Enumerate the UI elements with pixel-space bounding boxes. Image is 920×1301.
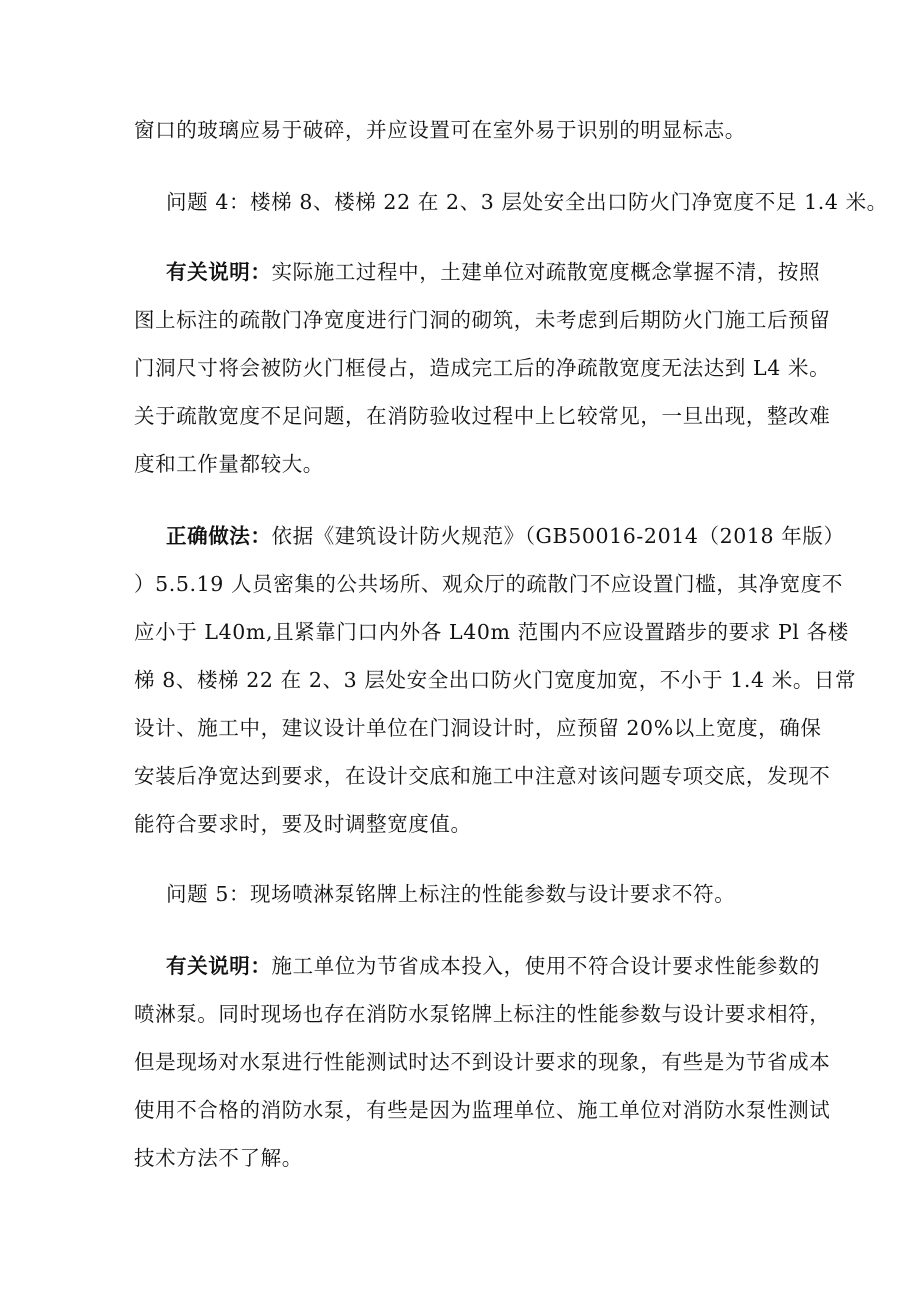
paragraph-line: 能符合要求时，要及时调整宽度值。 <box>134 812 472 836</box>
correct-label: 正确做法： <box>166 524 272 548</box>
paragraph-line: 喷淋泵。同时现场也存在消防水泵铭牌上标注的性能参数与设计要求相符， <box>134 1002 831 1026</box>
intro-line: 窗口的玻璃应易于破碎，并应设置可在室外易于识别的明显标志。 <box>134 118 746 142</box>
paragraph-line: 梯 8、楼梯 22 在 2、3 层处安全出口防火门宽度加宽，不小于 1.4 米。日常 <box>134 668 857 692</box>
issue-5-explanation-first-line <box>166 952 820 980</box>
explanation-label: 有关说明： <box>166 954 272 978</box>
paragraph-line: 图上标注的疏散门净宽度进行门洞的砌筑，未考虑到后期防火门施工后预留 <box>134 308 831 332</box>
paragraph-line: ）5.5.19 人员密集的公共场所、观众厅的疏散门不应设置门槛，其净宽度不 <box>134 572 843 596</box>
paragraph-line: 安装后净宽达到要求，在设计交底和施工中注意对该问题专项交底，发现不 <box>134 764 831 788</box>
correct-text: 依据《建筑设计防火规范》（GB50016-2014（2018 年版） <box>271 524 845 548</box>
paragraph-line: 技术方法不了解。 <box>134 1146 303 1170</box>
paragraph-line: 使用不合格的消防水泵，有些是因为监理单位、施工单位对消防水泵性测试 <box>134 1098 831 1122</box>
issue-4-title: 问题 4：楼梯 8、楼梯 22 在 2、3 层处安全出口防火门净宽度不足 1.4 米。 <box>166 190 888 214</box>
issue-4-correct-first-line <box>166 522 845 550</box>
issue-4-explanation-first-line <box>166 258 820 286</box>
paragraph-line: 设计、施工中，建议设计单位在门洞设计时，应预留 20%以上宽度，确保 <box>134 716 822 740</box>
explanation-text: 施工单位为节省成本投入，使用不符合设计要求性能参数的 <box>271 954 821 978</box>
explanation-label: 有关说明： <box>166 260 272 284</box>
issue-5-title: 问题 5：现场喷淋泵铭牌上标注的性能参数与设计要求不符。 <box>166 882 736 906</box>
paragraph-line: 关于疏散宽度不足问题，在消防验收过程中上匕较常见，一旦出现，整改难 <box>134 404 831 428</box>
paragraph-line: 应小于 L40m,且紧靠门口内外各 L40m 范围内不应设置踏步的要求 Pl 各楼 <box>134 620 849 644</box>
paragraph-line: 度和工作量都较大。 <box>134 452 324 476</box>
paragraph-line: 门洞尺寸将会被防火门框侵占，造成完工后的净疏散宽度无法达到 L4 米。 <box>134 356 831 380</box>
explanation-text: 实际施工过程中，土建单位对疏散宽度概念掌握不清，按照 <box>271 260 821 284</box>
paragraph-line: 但是现场对水泵进行性能测试时达不到设计要求的现象，有些是为节省成本 <box>134 1050 831 1074</box>
